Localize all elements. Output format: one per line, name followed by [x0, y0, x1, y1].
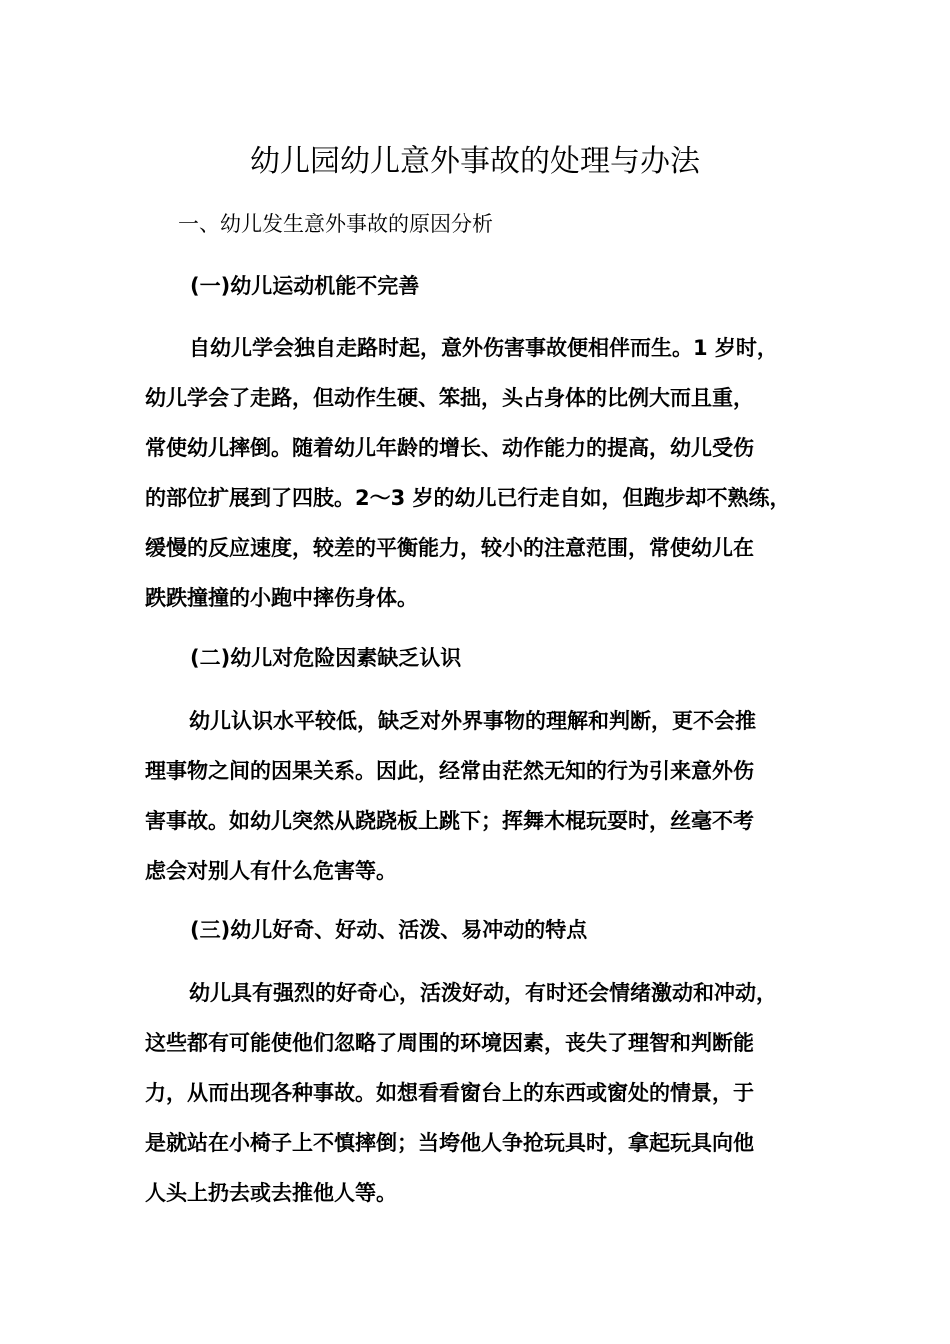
paragraph-line: 自幼儿学会独自走路时起，意外伤害事故便相伴而生。1 岁时， [189, 336, 778, 360]
paragraph-line: 跌跌撞撞的小跑中摔伤身体。 [145, 586, 418, 610]
paragraph-2 [145, 696, 810, 896]
paragraph-line: 缓慢的反应速度，较差的平衡能力，较小的注意范围，常使幼儿在 [145, 536, 754, 560]
paragraph-3 [145, 968, 810, 1218]
paragraph-line: 幼儿具有强烈的好奇心，活泼好动，有时还会情绪激动和冲动， [189, 981, 777, 1005]
paragraph-line: 幼儿认识水平较低，缺乏对外界事物的理解和判断，更不会推 [189, 709, 756, 733]
subsection-heading-1: (一)幼儿运动机能不完善 [190, 274, 420, 298]
paragraph-line: 力，从而出现各种事故。如想看看窗台上的东西或窗处的情景，于 [145, 1081, 754, 1105]
paragraph-1 [145, 323, 810, 623]
paragraph-line: 的部位扩展到了四肢。2～3 岁的幼儿已行走自如，但跑步却不熟练， [145, 486, 791, 510]
paragraph-line: 这些都有可能使他们忽略了周围的环境因素，丧失了理智和判断能 [145, 1031, 754, 1055]
paragraph-line: 人头上扔去或去推他人等。 [145, 1181, 397, 1205]
document-title: 幼儿园幼儿意外事故的处理与办法 [250, 144, 700, 179]
paragraph-line: 常使幼儿摔倒。随着幼儿年龄的增长、动作能力的提高，幼儿受伤 [145, 436, 754, 460]
paragraph-line: 害事故。如幼儿突然从跷跷板上跳下；挥舞木棍玩耍时，丝毫不考 [145, 809, 754, 833]
subsection-heading-3: (三)幼儿好奇、好动、活泼、易冲动的特点 [190, 918, 588, 942]
paragraph-line: 幼儿学会了走路，但动作生硬、笨拙，头占身体的比例大而且重， [145, 386, 754, 410]
paragraph-line: 是就站在小椅子上不慎摔倒；当垮他人争抢玩具时，拿起玩具向他 [145, 1131, 754, 1155]
paragraph-line: 虑会对别人有什么危害等。 [145, 859, 397, 883]
subsection-heading-2: (二)幼儿对危险因素缺乏认识 [190, 646, 462, 670]
section-heading-1: 一、幼儿发生意外事故的原因分析 [178, 212, 493, 236]
paragraph-line: 理事物之间的因果关系。因此，经常由茫然无知的行为引来意外伤 [145, 759, 754, 783]
